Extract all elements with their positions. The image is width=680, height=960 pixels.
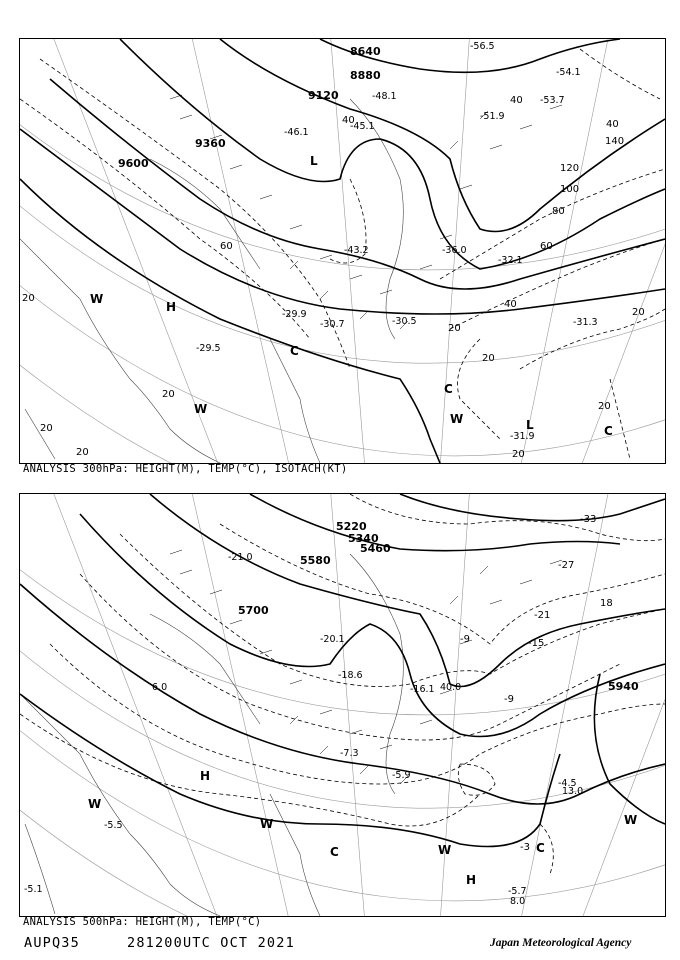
height-label-5340: 5340 (348, 532, 379, 545)
temperature-label: -7.3 (340, 748, 359, 759)
temperature-label: -20.1 (320, 634, 345, 645)
temperature-label: -29.5 (196, 343, 221, 354)
isotach-label: 80 (552, 206, 565, 217)
pressure-centers (88, 769, 637, 887)
height-contours (20, 39, 665, 463)
temperature-label: -36.0 (442, 245, 467, 256)
temperature-label: -3 (520, 842, 530, 853)
height-label-5220: 5220 (336, 520, 367, 533)
temperature-label: 18 (600, 598, 613, 609)
cold-center-label: C (290, 344, 299, 358)
temperature-label: -18.6 (338, 670, 363, 681)
temperature-label: -16.1 (410, 684, 435, 695)
isotach-label: 20 (22, 293, 35, 304)
temperature-label: 6.0 (152, 682, 168, 693)
warm-center-label: W (450, 412, 464, 426)
wind-barbs (170, 550, 562, 784)
height-label-5460: 5460 (360, 542, 391, 555)
warm-center-label: W (88, 797, 102, 811)
temperature-label: -21.0 (228, 552, 253, 563)
cold-center-label: C (604, 424, 613, 438)
temperature-label: -46.1 (284, 127, 309, 138)
high-center-label: H (166, 300, 177, 314)
isotach-label: 40 (510, 95, 523, 106)
height-label-9120: 9120 (308, 89, 339, 102)
isotach-label: 60 (540, 241, 553, 252)
temperature-label: -30.5 (392, 316, 417, 327)
temperature-label: -5.7 (508, 886, 527, 897)
high-center-label: H (200, 769, 211, 783)
isotach-label: 100 (560, 184, 580, 195)
temperature-label: -33 (580, 514, 597, 525)
graticule (20, 494, 665, 916)
temperature-labels (24, 514, 613, 907)
low-center-label: L (526, 418, 534, 432)
temperature-labels (196, 41, 598, 442)
temperature-label: 13.0 (562, 786, 584, 797)
height-label-5580: 5580 (300, 554, 331, 567)
coastlines (20, 99, 403, 463)
warm-center-label: W (438, 843, 452, 857)
isotach-label: 40 (342, 115, 355, 126)
warm-center-label: W (194, 402, 208, 416)
isotach-label: 20 (598, 401, 611, 412)
warm-center-label: W (260, 817, 274, 831)
product-code: AUPQ35 (24, 935, 80, 951)
height-label-8640: 8640 (350, 45, 381, 58)
temperature-label: -21 (534, 610, 551, 621)
temperature-label: -31.3 (573, 317, 598, 328)
temperature-label: -4.5 (558, 778, 577, 789)
low-center-label: L (310, 154, 318, 168)
isotach-label: 140 (605, 136, 625, 147)
isotach-label: 120 (560, 163, 580, 174)
temperature-label: -15 (528, 638, 545, 649)
temperature-label: -48.1 (372, 91, 397, 102)
warm-center-label: W (90, 292, 104, 306)
upper-analysis-map-300hpa (19, 38, 666, 464)
temperature-label: 40.0 (440, 682, 462, 693)
temperature-label: -45.1 (350, 121, 375, 132)
upper-map-caption: ANALYSIS 300hPa: HEIGHT(M), TEMP(°C), ISOTACH(KT) (23, 463, 348, 475)
temperature-label: -5.1 (24, 884, 43, 895)
isotach-label: 40 (606, 119, 619, 130)
lower-analysis-map-500hpa (19, 493, 666, 917)
isotherms (20, 494, 665, 874)
cold-center-label: C (536, 841, 545, 855)
agency-name: Japan Meteorological Agency (490, 937, 632, 949)
temperature-label: -56.5 (470, 41, 495, 52)
temperature-label: -43.2 (344, 245, 369, 256)
temperature-label: -51.9 (480, 111, 505, 122)
height-label-8880: 8880 (350, 69, 381, 82)
cold-center-label: C (444, 382, 453, 396)
temperature-label: -54.1 (556, 67, 581, 78)
temperature-label: -9 (504, 694, 514, 705)
lower-map-caption: ANALYSIS 500hPa: HEIGHT(M), TEMP(°C) (23, 916, 262, 928)
high-center-label: H (466, 873, 477, 887)
temperature-label: -27 (558, 560, 575, 571)
graticule (20, 39, 665, 463)
isotach-label: 20 (40, 423, 53, 434)
valid-time: 281200UTC OCT 2021 (127, 935, 295, 951)
isotach-labels (22, 95, 645, 460)
cold-center-label: C (330, 845, 339, 859)
isotach-label: 60 (220, 241, 233, 252)
isotach-label: 20 (482, 353, 495, 364)
height-label-5700: 5700 (238, 604, 269, 617)
warm-center-label: W (624, 813, 638, 827)
temperature-label: -5.5 (104, 820, 123, 831)
isotach-label: 20 (512, 449, 525, 460)
temperature-label: -29.9 (282, 309, 307, 320)
temperature-label: -31.9 (510, 431, 535, 442)
isotach-label: 40 (504, 299, 517, 310)
temperature-label: -9 (460, 634, 470, 645)
temperature-label: -5.9 (392, 770, 411, 781)
height-label-9360: 9360 (195, 137, 226, 150)
height-label-5940: 5940 (608, 680, 639, 693)
upper-map-canvas (20, 39, 665, 463)
temperature-label: -30.7 (320, 319, 345, 330)
isotach-label: 20 (76, 447, 89, 458)
lower-map-canvas (20, 494, 665, 916)
isotach-label: 20 (448, 323, 461, 334)
temperature-label: 8.0 (510, 896, 526, 907)
height-labels (238, 520, 639, 693)
temperature-label: -53.7 (540, 95, 565, 106)
temperature-label: -32.1 (498, 255, 523, 266)
isotach-label: 20 (162, 389, 175, 400)
height-label-9600: 9600 (118, 157, 149, 170)
isotach-label: 20 (632, 307, 645, 318)
